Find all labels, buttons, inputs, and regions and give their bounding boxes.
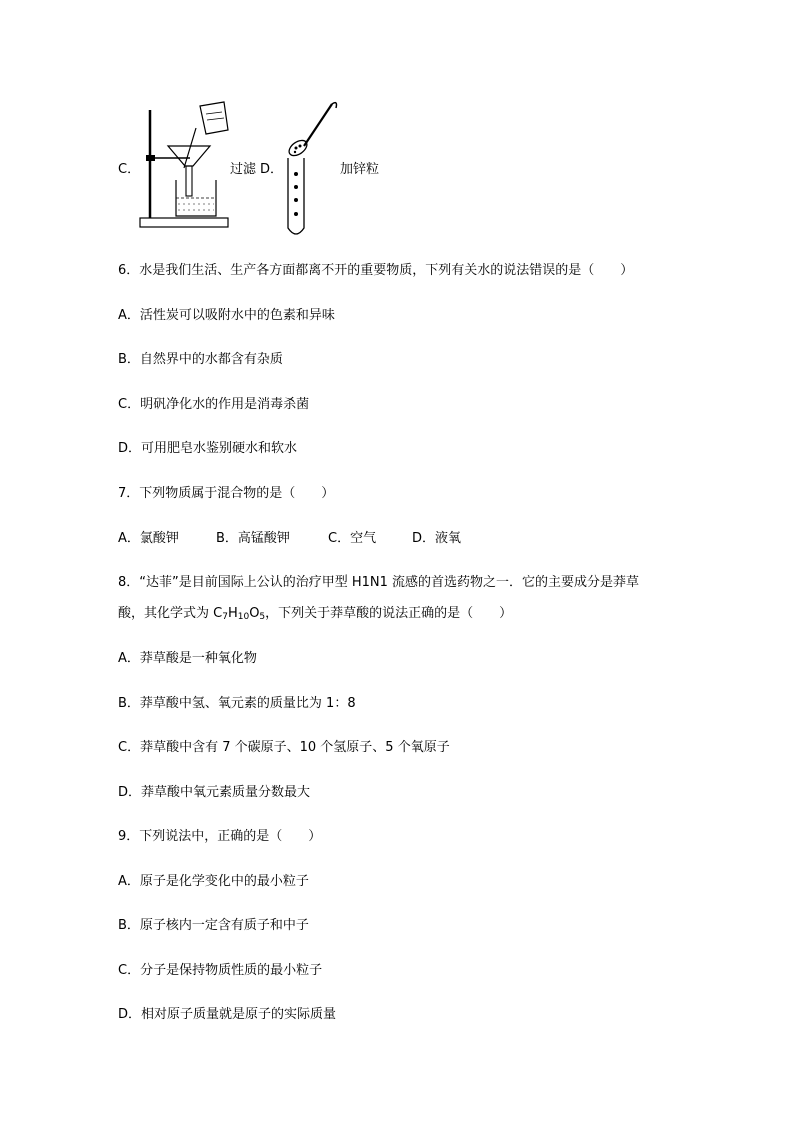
q8-stem-line2: [118, 606, 512, 625]
q7-options-row: [118, 531, 461, 547]
q5-figure-row: [118, 100, 418, 245]
q8-stem-line1: 8．“达菲”是目前国际上公认的治疗甲型 H1N1 流感的首选药物之一．它的主要成分是莽草: [118, 575, 640, 590]
q9-option-c: C．分子是保持物质性质的最小粒子: [118, 963, 323, 978]
q8-option-a: A．莽草酸是一种氧化物: [118, 651, 257, 666]
formula-sub-o: 5: [259, 612, 266, 622]
q7-option-c: C．空气: [328, 531, 377, 546]
q7-stem: 7．下列物质属于混合物的是（ ）: [118, 486, 335, 501]
filtration-apparatus-figure: [138, 100, 233, 232]
q5-option-d-label: D．: [260, 162, 284, 177]
test-tube-zinc-figure: [276, 100, 341, 240]
q7-option-b: B．高锰酸钾: [216, 531, 290, 546]
q5-option-d-text: 加锌粒: [340, 162, 380, 177]
formula-o: O: [249, 606, 260, 621]
q9-option-a: A．原子是化学变化中的最小粒子: [118, 874, 309, 889]
q9-stem: 9．下列说法中，正确的是（ ）: [118, 829, 322, 844]
formula-sub-c: 7: [222, 612, 228, 622]
q8-option-c: C．莽草酸中含有 7 个碳原子、10 个氢原子、5 个氧原子: [118, 740, 450, 755]
q6-option-c: C．明矾净化水的作用是消毒杀菌: [118, 397, 310, 412]
q9-option-d: D．相对原子质量就是原子的实际质量: [118, 1007, 337, 1022]
q6-option-a: A．活性炭可以吸附水中的色素和异味: [118, 308, 335, 323]
q6-stem: 6．水是我们生活、生产各方面都离不开的重要物质，下列有关水的说法错误的是（ ）: [118, 263, 634, 278]
q7-option-d: D．液氧: [412, 531, 462, 546]
formula-h: H: [227, 606, 238, 621]
q6-option-d: D．可用肥皂水鉴别硬水和软水: [118, 441, 298, 456]
q7-option-a: A．氯酸钾: [118, 531, 179, 546]
q8-stem-line2-post: ，下列关于莽草酸的说法正确的是（ ）: [265, 606, 513, 621]
q9-option-b: B．原子核内一定含有质子和中子: [118, 918, 309, 933]
q8-stem-line2-pre: 酸，其化学式为 C: [118, 606, 223, 621]
q8-option-d: D．莽草酸中氧元素质量分数最大: [118, 785, 311, 800]
q6-option-b: B．自然界中的水都含有杂质: [118, 352, 283, 367]
q8-option-b: B．莽草酸中氢、氧元素的质量比为 1：8: [118, 696, 356, 711]
formula-sub-h: 10: [237, 612, 250, 622]
q5-option-c-label: C．: [118, 162, 141, 177]
q5-option-c-text: 过滤: [230, 162, 257, 177]
